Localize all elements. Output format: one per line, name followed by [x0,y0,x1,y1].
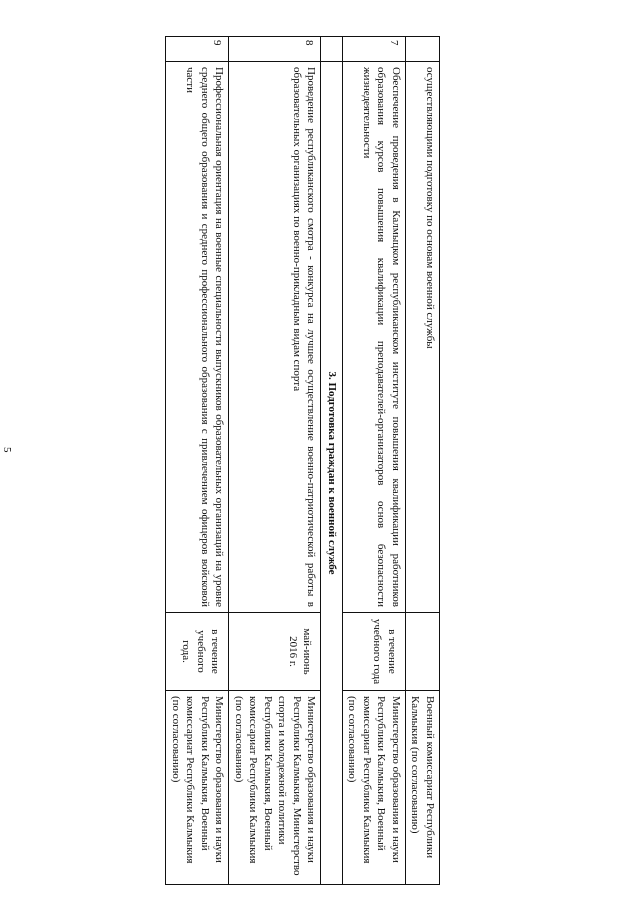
event-cell: Проведение республиканского смотра - конкурса на лучшее осуществление военно-патриотической работы в образовательных организациях по военно-прикладным видам спорта [229,62,321,613]
executor-cell: Министерство образования и науки Республики Калмыкия, Военный комиссариат Республики Калмыкия (по согласованию) [342,691,405,885]
rotated-table-container [55,36,440,876]
row-number-cell: 8 [229,37,321,62]
table-row [166,37,229,885]
plan-table [165,36,440,885]
section-header-row [321,37,343,885]
executor-cell: Министерство образования и науки Республики Калмыкия, Военный комиссариат Республики Калмыкия (по согласованию) [166,691,229,885]
term-cell: в течение учебного года [342,613,405,691]
row-number-cell [321,37,343,62]
executor-cell: Военный комиссариат Республики Калмыкия (по согласованию) [405,691,439,885]
executor-cell: Министерство образования и науки Республики Калмыкия, Министерство спорта и молодежной политики Республики Калмыкия, Военный комиссариат Республики Калмыкия (по согласованию) [229,691,321,885]
table-row [342,37,405,885]
term-cell [405,613,439,691]
event-cell: Профессиональная ориентация на военные специальности выпускников образовательных организаций на уровне среднего общего образования и среднего профессионального образования с привлечением офицеров войсковой части [166,62,229,613]
row-number-cell: 9 [166,37,229,62]
section-title: 3. Подготовка граждан к военной службе [321,62,343,885]
term-cell: май-июнь 2016 г. [229,613,321,691]
page-number: 5 [1,447,13,453]
row-number-cell [405,37,439,62]
row-number-cell: 7 [342,37,405,62]
event-cell: осуществляющими подготовку по основам военной службы [405,62,439,613]
event-cell: Обеспечение проведения в Калмыцком республиканском институте повышения квалификации работников образования курсов повышения квалификации преподавателей-организаторов основ безопасности жизнедеятельности [342,62,405,613]
term-cell: в течение учебного года. [166,613,229,691]
table-row-continuation [405,37,439,885]
table-row [229,37,321,885]
